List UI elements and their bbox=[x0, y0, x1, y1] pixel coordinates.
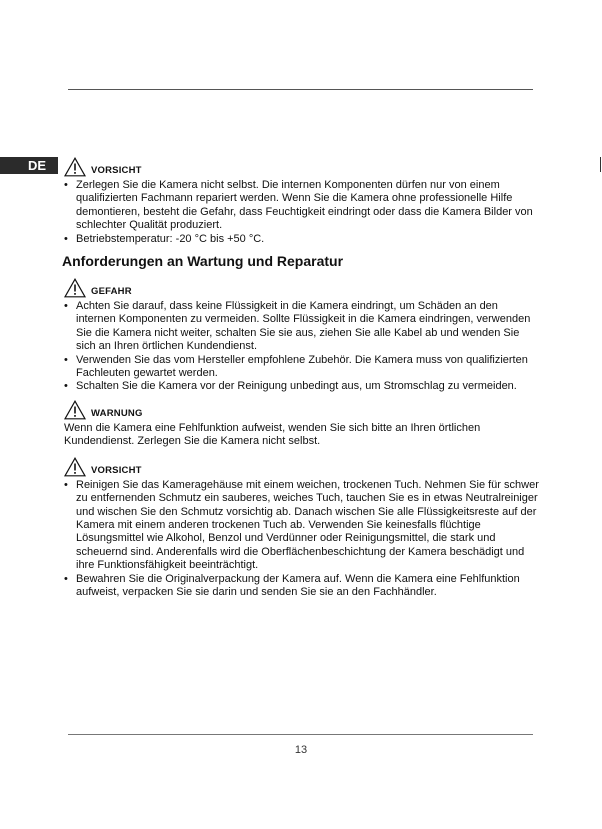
caution-header bbox=[64, 155, 539, 177]
caution-list bbox=[64, 179, 539, 246]
bottom-rule bbox=[68, 734, 533, 735]
top-rule bbox=[68, 89, 533, 90]
list-item: • Zerlegen Sie die Kamera nicht selbst. Die internen Komponenten dürfen nur von einem qualifizierten Fachmann repariert werden. Wenn Sie die Kamera ohne professionelle Hilfe demontieren, besteht die Gefahr, dass Feuchtigkeit eindringt oder dass die Kamera Bilder von schlechter Qualität produziert. bbox=[64, 179, 539, 233]
warning-triangle-icon bbox=[64, 457, 86, 477]
warning-label: WARNUNG bbox=[91, 407, 143, 419]
danger-list bbox=[64, 300, 539, 394]
list-item: • Bewahren Sie die Originalverpackung der Kamera auf. Wenn die Kamera eine Fehlfunktion aufweist, verpacken Sie sie darin und senden Sie sie an den Fachhändler. bbox=[64, 573, 539, 600]
edge-mark bbox=[600, 157, 601, 172]
caution-label: VORSICHT bbox=[91, 165, 142, 176]
section-title: Anforderungen an Wartung und Reparatur bbox=[62, 253, 344, 270]
page-number: 13 bbox=[294, 744, 308, 756]
list-item: • Betriebstemperatur: -20 °C bis +50 °C. bbox=[64, 233, 539, 246]
warning-triangle-icon bbox=[64, 157, 86, 177]
caution-list-2 bbox=[64, 479, 539, 600]
caution-header-2 bbox=[64, 455, 539, 477]
warning-triangle-icon bbox=[64, 400, 86, 420]
danger-header bbox=[64, 276, 539, 298]
danger-label: GEFAHR bbox=[91, 286, 132, 298]
warning-triangle-icon bbox=[64, 278, 86, 298]
list-item: • Achten Sie darauf, dass keine Flüssigkeit in die Kamera eindringt, um Schäden an den internen Komponenten zu vermeiden. Sollte Flüssigkeit in die Kamera eindringen, verwenden Sie die Kamera nicht weiter, schalten Sie sie aus, ziehen Sie alle Kabel ab und wenden Sie sich an Ihren örtlichen Kundendienst. bbox=[64, 300, 539, 354]
warning-text: Wenn die Kamera eine Fehlfunktion aufweist, wenden Sie sich bitte an Ihren örtlichen Kundendienst. Zerlegen Sie die Kamera nicht selbst. bbox=[64, 421, 481, 448]
list-item: • Reinigen Sie das Kameragehäuse mit einem weichen, trockenen Tuch. Nehmen Sie für schwer zu entfernenden Schmutz ein sauberes, weiches Tuch, tauchen Sie es in etwas Neutralreiniger und wischen Sie den Schmutz vorsichtig ab. Danach wischen Sie alle Flüssigkeitsreste auf der Kamera mit einem anderen trockenen Tuch ab. Verwenden Sie keinesfalls flüchtige Lösungsmittel wie Alkohol, Benzol und Verdünner oder Reinigungsmittel, die stark und scheuernd sind. Anderenfalls wird die Oberflächenbeschichtung der Kamera beschädigt und ihre Funktionsfähigkeit beeinträchtigt. bbox=[64, 479, 539, 573]
list-item: • Schalten Sie die Kamera vor der Reinigung unbedingt aus, um Stromschlag zu vermeiden. bbox=[64, 380, 539, 393]
caution-label-2: VORSICHT bbox=[91, 464, 142, 476]
language-tab: DE bbox=[0, 157, 58, 174]
page-content bbox=[64, 155, 539, 599]
list-item: • Verwenden Sie das vom Hersteller empfohlene Zubehör. Die Kamera muss von qualifizierten Fachleuten gewartet werden. bbox=[64, 354, 539, 381]
warning-header bbox=[64, 398, 539, 420]
